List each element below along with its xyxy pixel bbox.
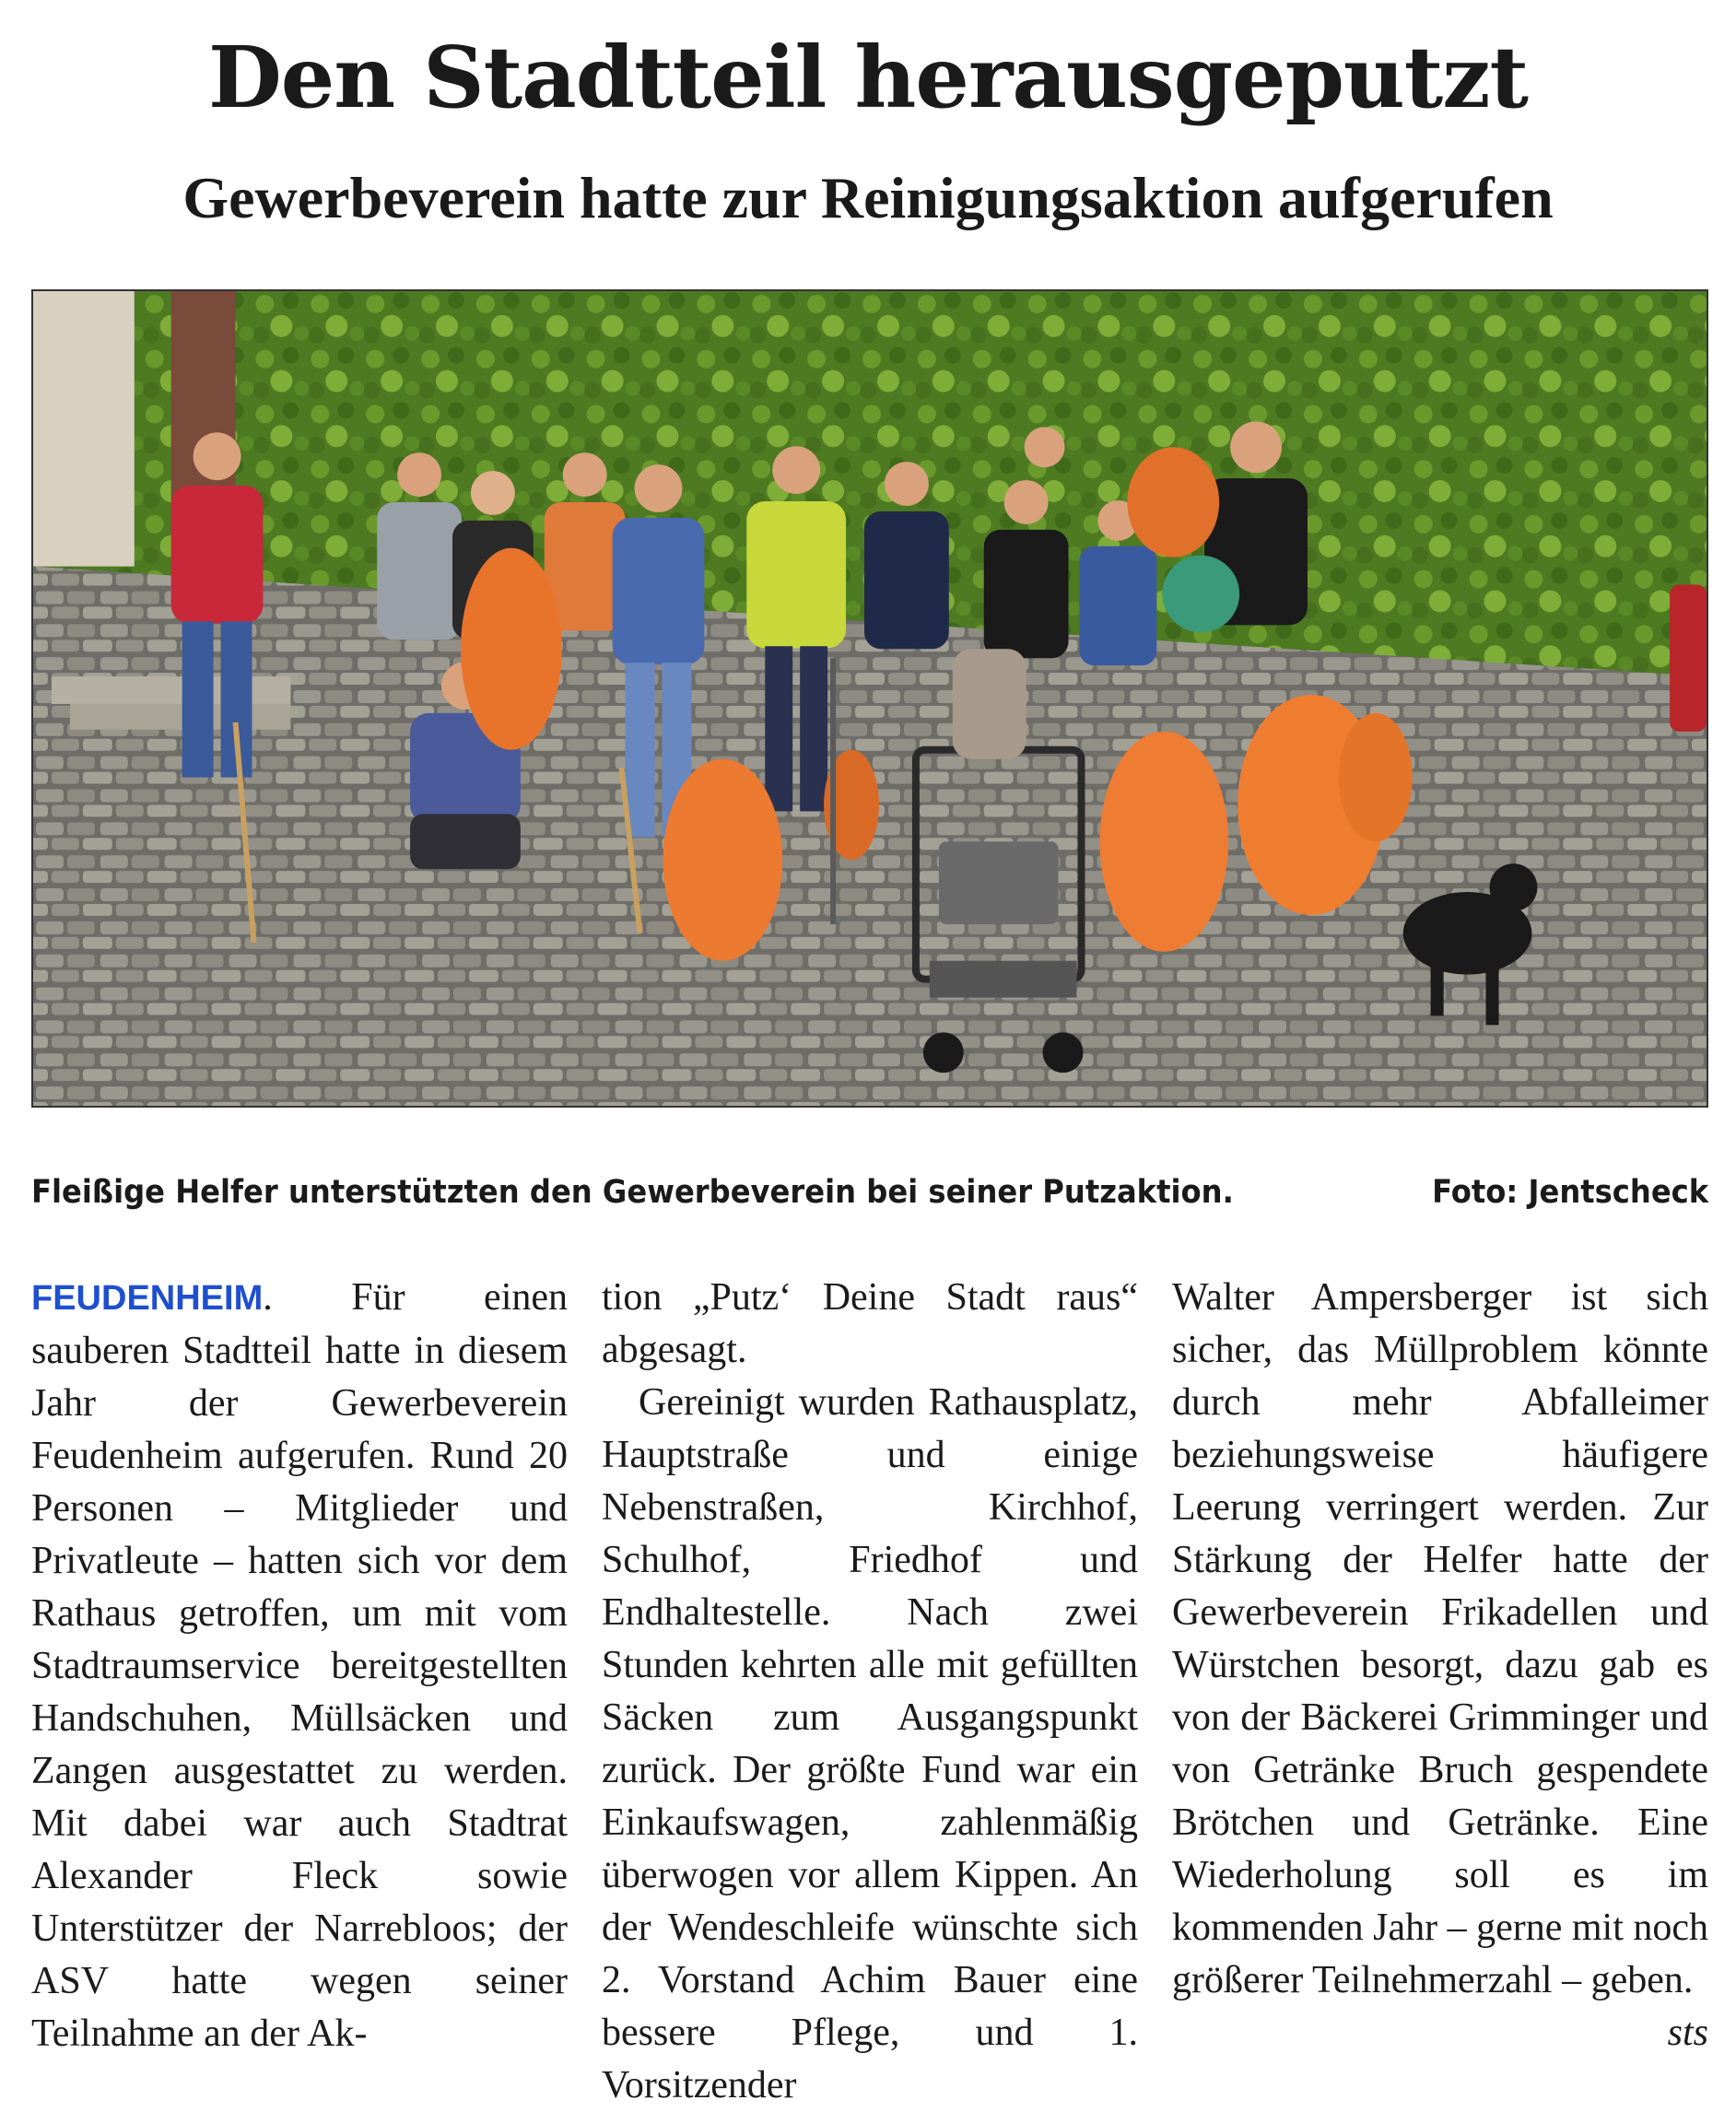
paragraph: tion „Putz‘ Deine Stadt raus“ abgesagt. xyxy=(602,1276,1138,1371)
paragraph xyxy=(1172,1272,1709,2054)
author-initials: sts xyxy=(1667,2012,1708,2054)
column-1-text: . Für einen sauberen Stadtteil hatte in diesem Jahr der Gewerbeverein Feudenheim aufgerufen. Rund 20 Personen – Mitglieder und Privatleute – hatten sich vor dem Rathaus getroffen, um mit vom Stadtraumservice bereitgestellten Handschuhen, Müllsäcken und Zangen ausgestattet zu werden. Mit dabei war auch Stadtrat Alexander Fleck sowie Unterstützer der Narrebloos; der ASV hatte wegen seiner Teilnahme an der Ak- xyxy=(31,1276,568,2055)
group-photo-illustration xyxy=(33,291,1707,1106)
caption-text: Fleißige Helfer unterstützten den Gewerbeverein bei seiner Putzaktion. xyxy=(31,1174,1234,1211)
paragraph xyxy=(31,1272,568,2060)
article-body xyxy=(31,1272,1709,2106)
paragraph: Gereinigt wurden Rathausplatz, Hauptstraße und einige Nebenstraßen, Kirchhof, Schulhof, Friedhof und Endhaltestelle. Nach zwei Stunden kehrten alle mit gefüllten Säcken zum Ausgangspunkt zurück. Der größte Fund war ein Einkaufswagen, zahlenmäßig überwogen vor allem Kippen. An der Wendeschleife wünschte sich 2. Vorstand Achim Bauer eine bessere Pflege, und 1. Vorsitzender xyxy=(602,1381,1138,2106)
photo-credit: Foto: Jentscheck xyxy=(1431,1174,1708,1211)
dateline: FEUDENHEIM xyxy=(31,1279,264,1318)
headline: Den Stadtteil herausgeputzt xyxy=(207,28,1529,127)
article-photo xyxy=(31,289,1708,1108)
column-3 xyxy=(1172,1272,1708,2064)
column-2 xyxy=(602,1272,1138,2106)
column-1 xyxy=(31,1272,568,2064)
subheadline: Gewerbeverein hatte zur Reinigungsaktion aufgerufen xyxy=(182,165,1554,230)
column-3-text: Walter Ampersberger ist sich sicher, das Müllproblem könnte durch mehr Abfalleimer beziehungsweise häufigere Leerung verringert werden. Zur Stärkung der Helfer hatte der Gewerbeverein Frikadellen und Würstchen besorgt, dazu gab es von der Bäckerei Grimminger und von Getränke Bruch gespendete Brötchen und Getränke. Eine Wiederholung soll es im kommenden Jahr – gerne mit noch größerer Teilnehmerzahl – geben. xyxy=(1172,1276,1709,2001)
photo-caption xyxy=(31,1174,1708,1226)
